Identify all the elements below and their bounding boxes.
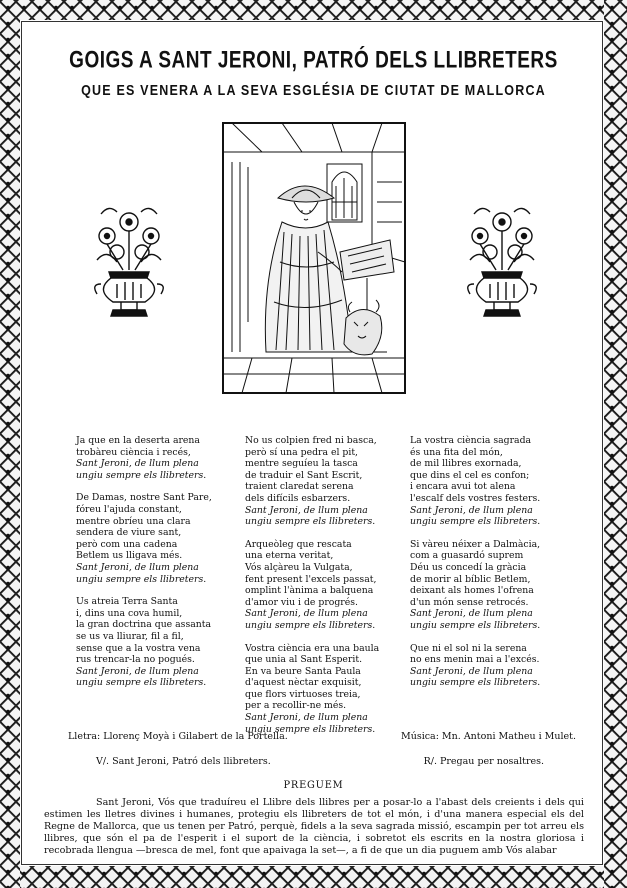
verse-line: d'amor viu i de progrés. (245, 596, 358, 608)
verse-line: sense que a la vostra vena (76, 642, 201, 654)
stanza-gap (245, 528, 379, 539)
verse-line: és una fita del món, (410, 446, 503, 458)
verse-line: Vostra ciència era una baula (245, 642, 380, 654)
verse-line: deixant als homes l'ofrena (410, 585, 534, 597)
verse-line: de mil llibres exornada, (410, 458, 522, 470)
music-credit: Música: Mn. Antoni Matheu i Mulet. (400, 731, 576, 742)
refrain-line: Sant Jeroni, de llum plena (76, 458, 199, 470)
refrain-line: ungiu sempre els llibreters. (245, 619, 376, 631)
refrain-line: ungiu sempre els llibreters. (76, 469, 207, 481)
vase-ornament-right-icon (460, 200, 544, 330)
verse-line: Si vàreu néixer a Dalmàcia, (410, 538, 541, 550)
verse-line: d'un món sense retrocés. (410, 596, 529, 608)
stanza-gap (76, 585, 212, 596)
verse-line: mentre seguíeu la tasca (245, 458, 358, 470)
verse-line: però com una cadena (76, 538, 178, 550)
refrain-line: ungiu sempre els llibreters. (245, 723, 376, 735)
page-title: GOIGS A SANT JERONI, PATRÓ DELS LLIBRETERS (69, 47, 558, 74)
verse-line: que dins el cel es confon; (410, 469, 530, 481)
lyrics-credit: Lletra: Llorenç Moyà i Gilabert de la Portella. (68, 731, 288, 742)
response: R/. Pregau per nosaltres. (423, 756, 544, 767)
verses-column-3 (410, 435, 540, 689)
verse-line: que unia al Sant Esperit. (245, 654, 363, 666)
verse-line: per a recollir-ne més. (245, 700, 347, 712)
refrain-line: Sant Jeroni, de llum plena (410, 608, 533, 620)
stanza-gap (76, 481, 212, 492)
stanza-gap (410, 632, 540, 643)
verse-line: se us va lliurar, fil a fil, (76, 630, 184, 642)
verse-line: omplint l'ànima a balquena (245, 585, 374, 597)
verse-line: de morir al bíblic Betlem, (410, 573, 531, 585)
verse-line: Vós alçàreu la Vulgata, (245, 561, 353, 573)
border-right (604, 0, 627, 888)
stanza-gap (245, 632, 379, 643)
refrain-line: ungiu sempre els llibreters. (410, 677, 541, 689)
verse-line: traient claredat serena (245, 481, 354, 493)
versicle: V/. Sant Jeroni, Patró dels llibreters. (96, 756, 271, 767)
verse-line: de traduir el Sant Escrit, (245, 469, 363, 481)
refrain-line: Sant Jeroni, de llum plena (410, 665, 533, 677)
verse-line: Arqueòleg que rescata (245, 538, 352, 550)
verse-line: no ens menin mai a l'excés. (410, 654, 540, 666)
refrain-line: ungiu sempre els llibreters. (76, 677, 207, 689)
verse-line: sendera de viure sant, (76, 527, 182, 539)
verse-line: Que ni el sol ni la serena (410, 642, 527, 654)
verse-line: fóreu l'ajuda constant, (76, 503, 182, 515)
refrain-line: Sant Jeroni, de llum plena (245, 504, 368, 516)
verse-line: d'aquest nèctar exquisit, (245, 677, 362, 689)
verse-line: trobàreu ciència i recés, (76, 446, 191, 458)
verse-line: En va beure Santa Paula (245, 665, 361, 677)
stanza-gap (410, 528, 540, 539)
verse-line: mentre obríeu una clara (76, 515, 191, 527)
prayer-body: Sant Jeroni, Vós que traduíreu el Llibre dels llibres per a posar-lo a l'abast dels creients i dels qui estimen les lletres divines i humanes, protegiu els llibreters de tot el món, i d'una manera especial els del Regne de Mallorca, que us tenen per Patró, perquè, fidels a la seva sagrada missió, escampin per tot arreu els llibres, que són el pa de l'esperit i el suport de la ciència, i sobretot els escrits en la nostra gloriosa i recobrada llengua —bresca de mel, font que apaivaga la set—, a fi de que un dia puguem amb Vós alabar (44, 797, 584, 856)
refrain-line: Sant Jeroni, de llum plena (76, 561, 199, 573)
verse-line: Déu us concedí la gràcia (410, 561, 527, 573)
verse-line: De Damas, nostre Sant Pare, (76, 492, 212, 504)
versicle-response (96, 756, 544, 767)
verses-column-2 (245, 435, 379, 735)
refrain-line: Sant Jeroni, de llum plena (245, 608, 368, 620)
verse-line: rus trencar-la no pogués. (76, 654, 195, 666)
verse-line: l'escalf dels vostres festers. (410, 492, 541, 504)
refrain-line: ungiu sempre els llibreters. (410, 619, 541, 631)
verse-line: una eterna veritat, (245, 550, 334, 562)
page-subtitle: QUE ES VENERA A LA SEVA ESGLÉSIA DE CIUTAT DE MALLORCA (81, 81, 546, 99)
refrain-line: Sant Jeroni, de llum plena (410, 504, 533, 516)
refrain-line: ungiu sempre els llibreters. (245, 516, 376, 528)
refrain-line: ungiu sempre els llibreters. (76, 573, 207, 585)
verse-line: Ja que en la deserta arena (76, 435, 200, 446)
border-top (0, 0, 627, 20)
vase-ornament-left-icon (87, 200, 171, 330)
verse-line: que flors virtuoses treia, (245, 688, 361, 700)
verse-line: com a guasardó suprem (410, 550, 524, 562)
border-bottom (0, 866, 627, 888)
verse-line: Us atreia Terra Santa (76, 596, 178, 608)
border-left (0, 0, 20, 888)
refrain-line: Sant Jeroni, de llum plena (76, 665, 199, 677)
verse-line: però sí una pedra el pit, (245, 446, 359, 458)
verse-line: No us colpien fred ni basca, (245, 435, 377, 446)
verse-line: dels difícils esbarzers. (245, 492, 351, 504)
refrain-line: ungiu sempre els llibreters. (410, 516, 541, 528)
verse-line: la gran doctrina que assanta (76, 619, 212, 631)
verse-line: i, dins una cova humil, (76, 607, 183, 619)
verses-column-1 (76, 435, 212, 689)
verse-line: fent present l'excels passat, (245, 573, 377, 585)
verse-line: Betlem us lligava més. (76, 550, 183, 562)
verse-line: i encara avui tot alena (410, 481, 516, 493)
saint-jerome-engraving (222, 122, 406, 394)
credits (68, 731, 576, 742)
verse-line: La vostra ciència sagrada (410, 435, 532, 446)
refrain-line: Sant Jeroni, de llum plena (245, 712, 368, 724)
prayer-heading: PREGUEM (283, 780, 344, 791)
